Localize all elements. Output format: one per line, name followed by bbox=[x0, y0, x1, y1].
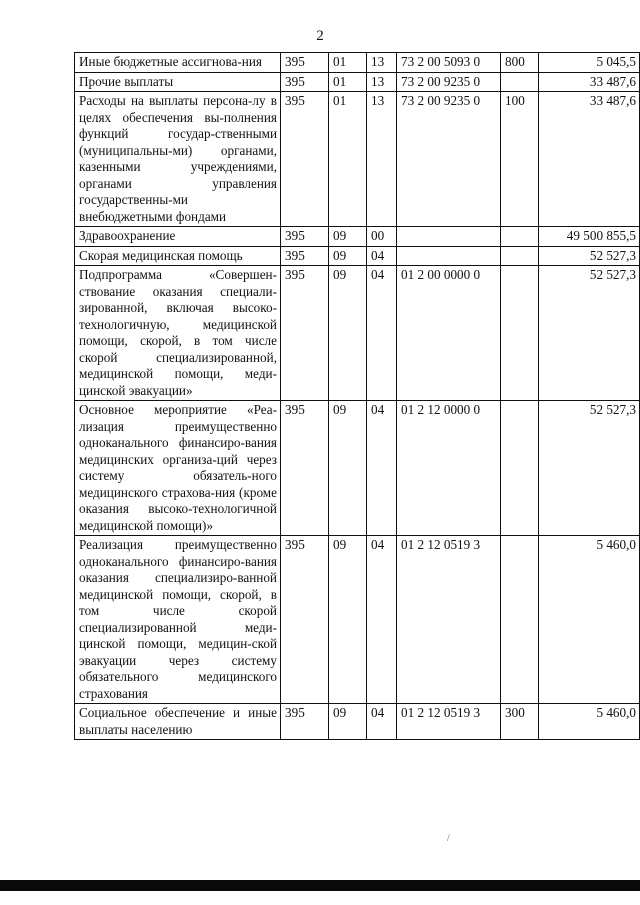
scan-border bbox=[0, 880, 640, 891]
expense-type-cell: 100 bbox=[501, 92, 539, 227]
table-row bbox=[75, 401, 640, 536]
subsection-code-cell: 13 bbox=[367, 92, 397, 227]
ministry-code-cell: 395 bbox=[281, 704, 329, 740]
expense-type-cell bbox=[501, 72, 539, 92]
budget-table bbox=[74, 52, 640, 740]
target-article-cell bbox=[397, 246, 501, 266]
expense-type-cell bbox=[501, 536, 539, 704]
amount-cell: 33 487,6 bbox=[539, 92, 640, 227]
subsection-code-cell: 04 bbox=[367, 536, 397, 704]
section-code-cell: 09 bbox=[329, 227, 367, 247]
page-number: 2 bbox=[316, 28, 324, 44]
name-cell: Подпрограмма «Совершен-ствование оказания специали-зированной, включая высоко-технологичную, медицинской помощи, скорой, в том числе скорой специализированной, медицинской помощи, меди-цинской эвакуации» bbox=[75, 266, 281, 401]
name-cell: Социальное обеспечение и иные выплаты населению bbox=[75, 704, 281, 740]
section-code-cell: 09 bbox=[329, 266, 367, 401]
ministry-code-cell: 395 bbox=[281, 72, 329, 92]
amount-cell: 5 045,5 bbox=[539, 53, 640, 73]
ministry-code-cell: 395 bbox=[281, 53, 329, 73]
amount-cell: 5 460,0 bbox=[539, 536, 640, 704]
subsection-code-cell: 00 bbox=[367, 227, 397, 247]
ministry-code-cell: 395 bbox=[281, 266, 329, 401]
amount-cell: 5 460,0 bbox=[539, 704, 640, 740]
amount-cell: 49 500 855,5 bbox=[539, 227, 640, 247]
expense-type-cell bbox=[501, 266, 539, 401]
expense-type-cell bbox=[501, 401, 539, 536]
table-body bbox=[75, 53, 640, 740]
target-article-cell: 01 2 00 0000 0 bbox=[397, 266, 501, 401]
target-article-cell: 73 2 00 9235 0 bbox=[397, 92, 501, 227]
target-article-cell: 01 2 12 0000 0 bbox=[397, 401, 501, 536]
ministry-code-cell: 395 bbox=[281, 227, 329, 247]
ministry-code-cell: 395 bbox=[281, 92, 329, 227]
ministry-code-cell: 395 bbox=[281, 536, 329, 704]
name-cell: Реализация преимущественно одноканального финансиро-вания оказания специализиро-ванной медицинской помощи, скорой, в том числе скорой специализированной меди-цинской помощи, медицин-ской эвакуации через систему обязательного медицинского страхования bbox=[75, 536, 281, 704]
amount-cell: 52 527,3 bbox=[539, 246, 640, 266]
table-row bbox=[75, 53, 640, 73]
table-row bbox=[75, 246, 640, 266]
name-cell: Основное мероприятие «Реа-лизация преимущественно одноканального финансиро-вания медицинских организа-ций через систему обязатель-ного медицинского страхова-ния (кроме оказания высоко-технологичной медицинской помощи)» bbox=[75, 401, 281, 536]
target-article-cell bbox=[397, 227, 501, 247]
section-code-cell: 09 bbox=[329, 536, 367, 704]
section-code-cell: 01 bbox=[329, 72, 367, 92]
table-row bbox=[75, 704, 640, 740]
target-article-cell: 73 2 00 9235 0 bbox=[397, 72, 501, 92]
expense-type-cell: 800 bbox=[501, 53, 539, 73]
section-code-cell: 01 bbox=[329, 53, 367, 73]
section-code-cell: 09 bbox=[329, 246, 367, 266]
subsection-code-cell: 04 bbox=[367, 401, 397, 536]
expense-type-cell: 300 bbox=[501, 704, 539, 740]
name-cell: Иные бюджетные ассигнова-ния bbox=[75, 53, 281, 73]
name-cell: Расходы на выплаты персона-лу в целях обеспечения вы-полнения функций государ-ственными (муниципальны-ми) органами, казенными учреждениями, органами управления государственны-ми внебюджетными фондами bbox=[75, 92, 281, 227]
subsection-code-cell: 04 bbox=[367, 704, 397, 740]
target-article-cell: 01 2 12 0519 3 bbox=[397, 536, 501, 704]
subsection-code-cell: 13 bbox=[367, 72, 397, 92]
target-article-cell: 73 2 00 5093 0 bbox=[397, 53, 501, 73]
name-cell: Здравоохранение bbox=[75, 227, 281, 247]
section-code-cell: 01 bbox=[329, 92, 367, 227]
expense-type-cell bbox=[501, 246, 539, 266]
section-code-cell: 09 bbox=[329, 401, 367, 536]
subsection-code-cell: 04 bbox=[367, 246, 397, 266]
target-article-cell: 01 2 12 0519 3 bbox=[397, 704, 501, 740]
subsection-code-cell: 04 bbox=[367, 266, 397, 401]
ministry-code-cell: 395 bbox=[281, 401, 329, 536]
amount-cell: 52 527,3 bbox=[539, 266, 640, 401]
name-cell: Скорая медицинская помощь bbox=[75, 246, 281, 266]
table-row bbox=[75, 92, 640, 227]
table-row bbox=[75, 72, 640, 92]
table-row bbox=[75, 227, 640, 247]
amount-cell: 52 527,3 bbox=[539, 401, 640, 536]
subsection-code-cell: 13 bbox=[367, 53, 397, 73]
table-row bbox=[75, 266, 640, 401]
expense-type-cell bbox=[501, 227, 539, 247]
name-cell: Прочие выплаты bbox=[75, 72, 281, 92]
ministry-code-cell: 395 bbox=[281, 246, 329, 266]
amount-cell: 33 487,6 bbox=[539, 72, 640, 92]
table-row bbox=[75, 536, 640, 704]
scan-mark: / bbox=[447, 833, 450, 844]
section-code-cell: 09 bbox=[329, 704, 367, 740]
